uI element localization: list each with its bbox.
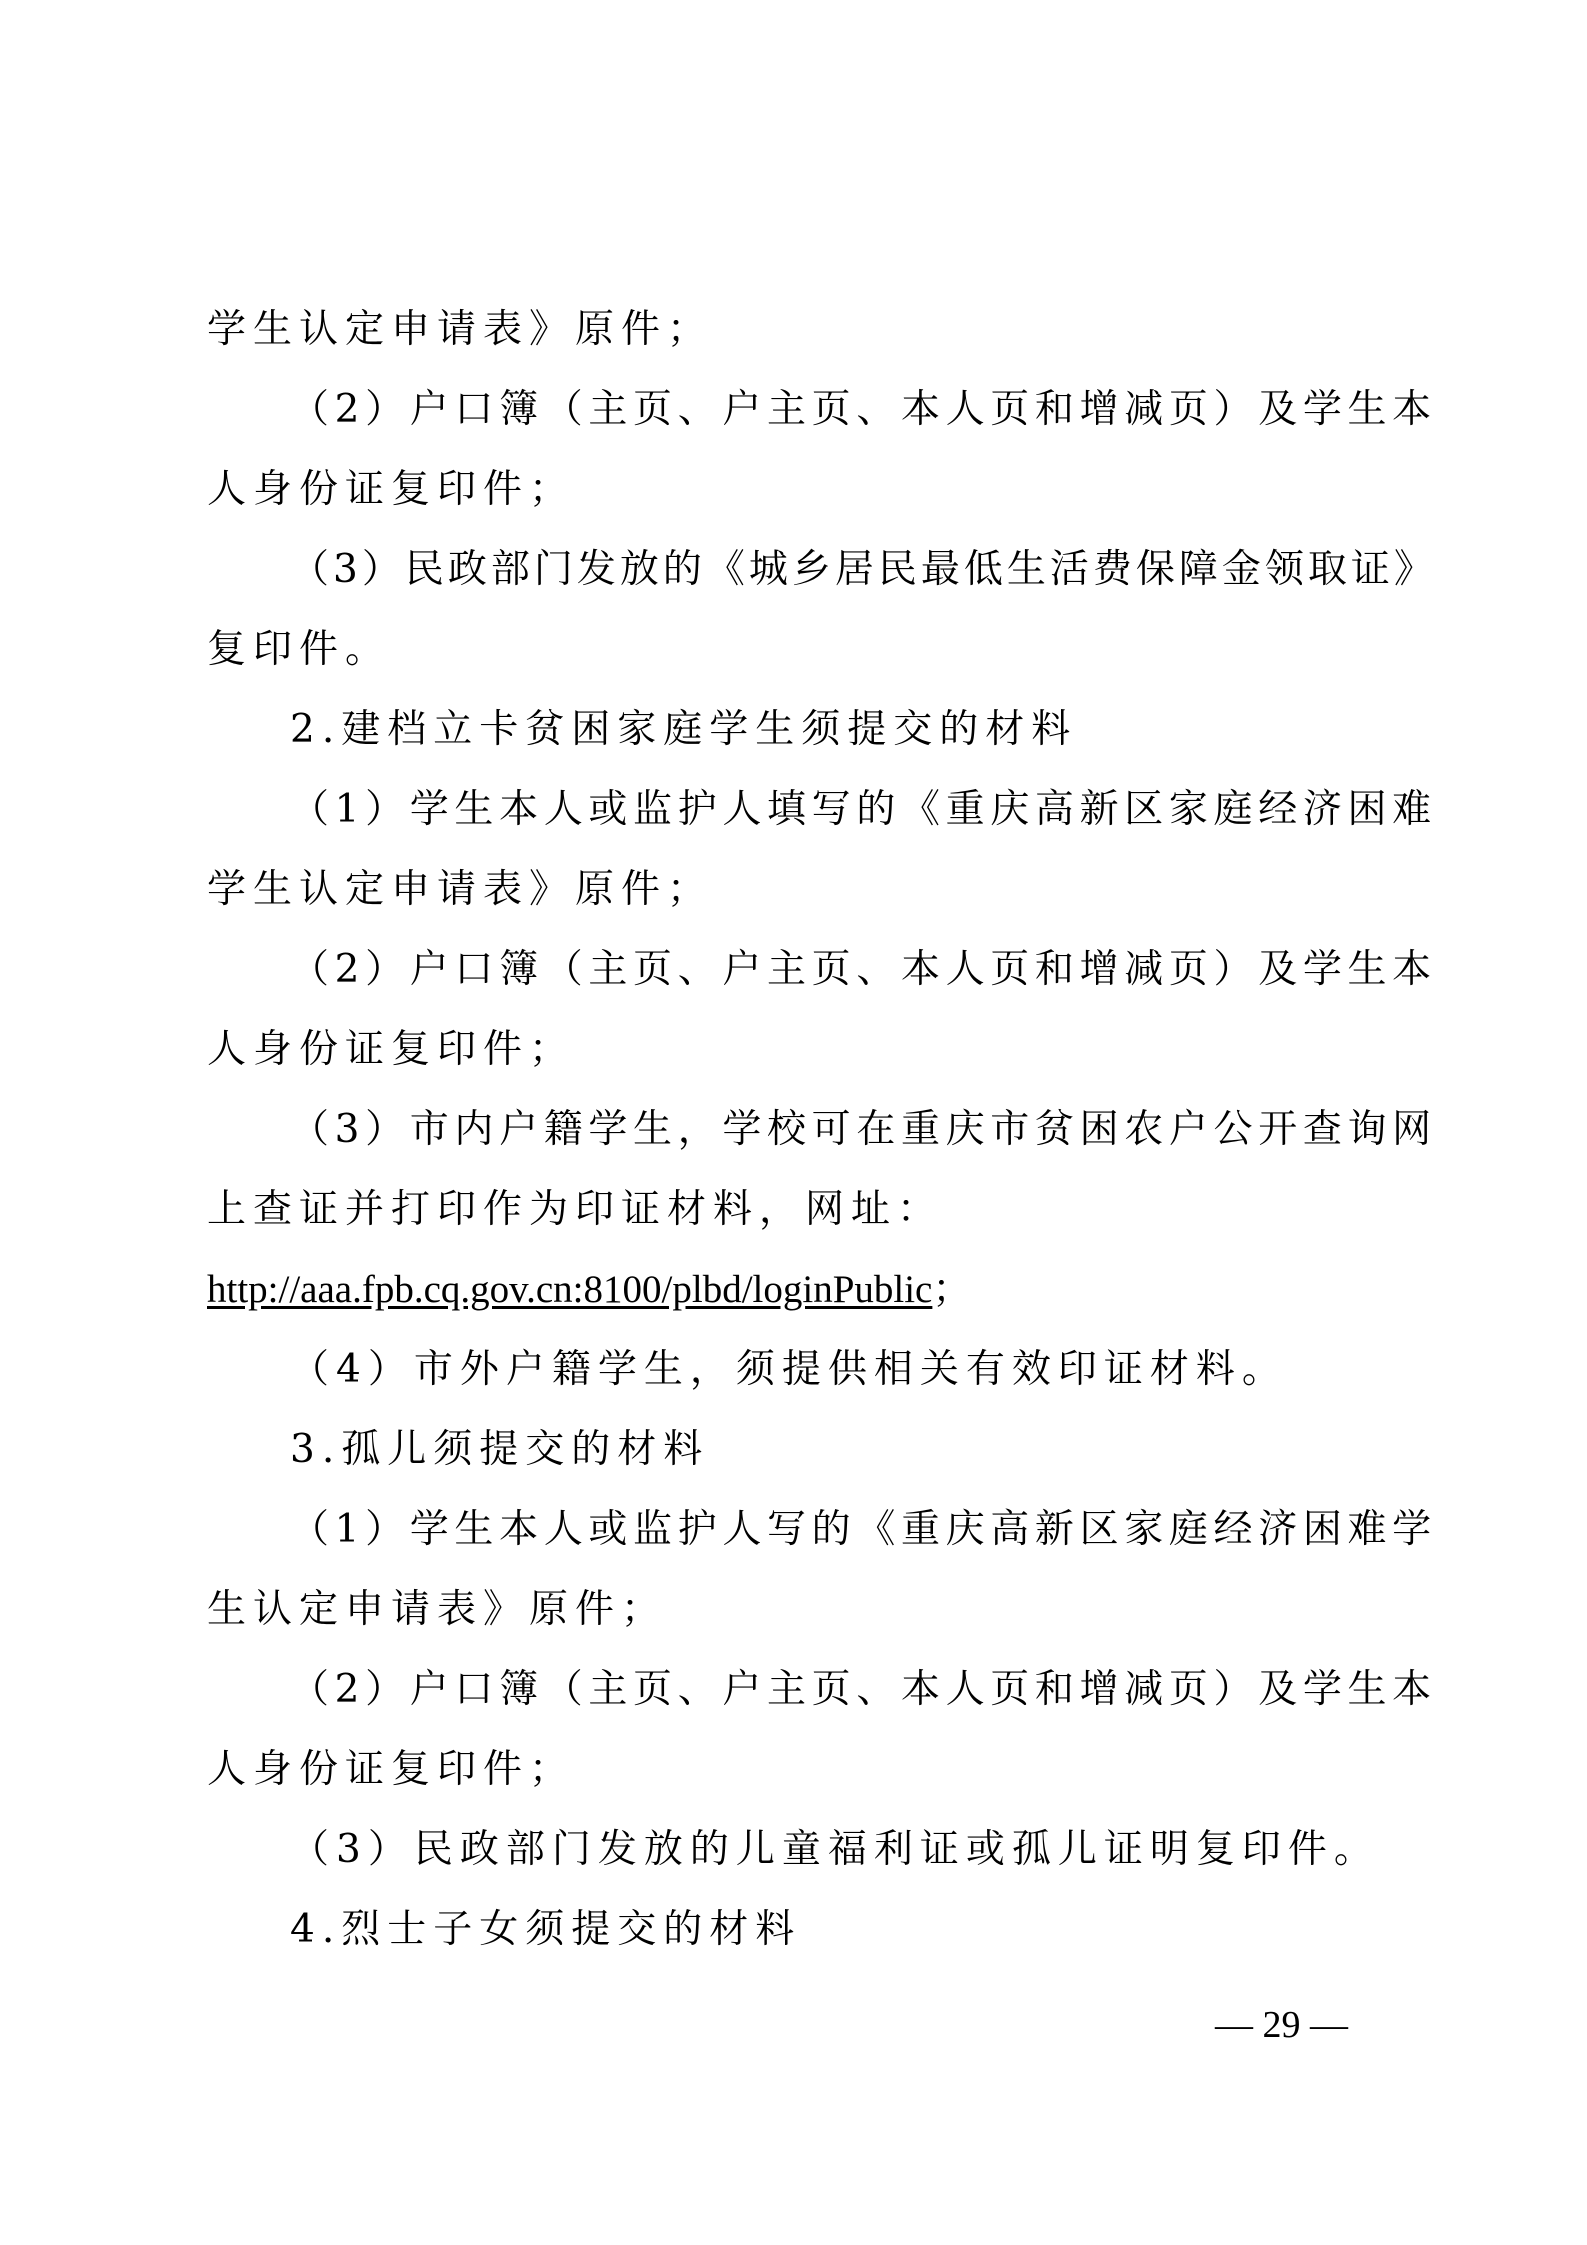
text-line: 人身份证复印件； xyxy=(207,1747,576,1792)
text-line: （3）民政部门发放的《城乡居民最低生活费保障金领取证》 xyxy=(290,547,1437,592)
text-line: 复印件。 xyxy=(207,627,392,672)
url-suffix: ； xyxy=(932,1268,972,1311)
section-heading: 2.建档立卡贫困家庭学生须提交的材料 xyxy=(290,707,1078,752)
text-line: 学生认定申请表》原件； xyxy=(207,867,714,912)
section-heading: 4.烈士子女须提交的材料 xyxy=(290,1907,802,1952)
text-line: （3）市内户籍学生，学校可在重庆市贫困农户公开查询网 xyxy=(290,1107,1437,1152)
query-website-link[interactable]: http://aaa.fpb.cq.gov.cn:8100/plbd/loginPublic xyxy=(207,1268,933,1311)
text-line: 上查证并打印作为印证材料，网址： xyxy=(207,1187,944,1232)
text-line: （1）学生本人或监护人填写的《重庆高新区家庭经济困难 xyxy=(290,787,1437,832)
text-line: 人身份证复印件； xyxy=(207,1027,576,1072)
text-line: 人身份证复印件； xyxy=(207,467,576,512)
text-line: 学生认定申请表》原件； xyxy=(207,307,714,352)
text-line: （2）户口簿（主页、户主页、本人页和增减页）及学生本 xyxy=(290,387,1437,432)
text-line: （4）市外户籍学生，须提供相关有效印证材料。 xyxy=(290,1347,1288,1392)
text-line: （3）民政部门发放的儿童福利证或孤儿证明复印件。 xyxy=(290,1827,1380,1872)
url-line xyxy=(207,1265,971,1315)
page-number: — 29 — xyxy=(1215,2004,1348,2046)
text-line: （2）户口簿（主页、户主页、本人页和增减页）及学生本 xyxy=(290,1667,1437,1712)
section-heading: 3.孤儿须提交的材料 xyxy=(290,1427,710,1472)
text-line: （1）学生本人或监护人写的《重庆高新区家庭经济困难学 xyxy=(290,1507,1437,1552)
text-line: （2）户口簿（主页、户主页、本人页和增减页）及学生本 xyxy=(290,947,1437,992)
text-line: 生认定申请表》原件； xyxy=(207,1587,668,1632)
